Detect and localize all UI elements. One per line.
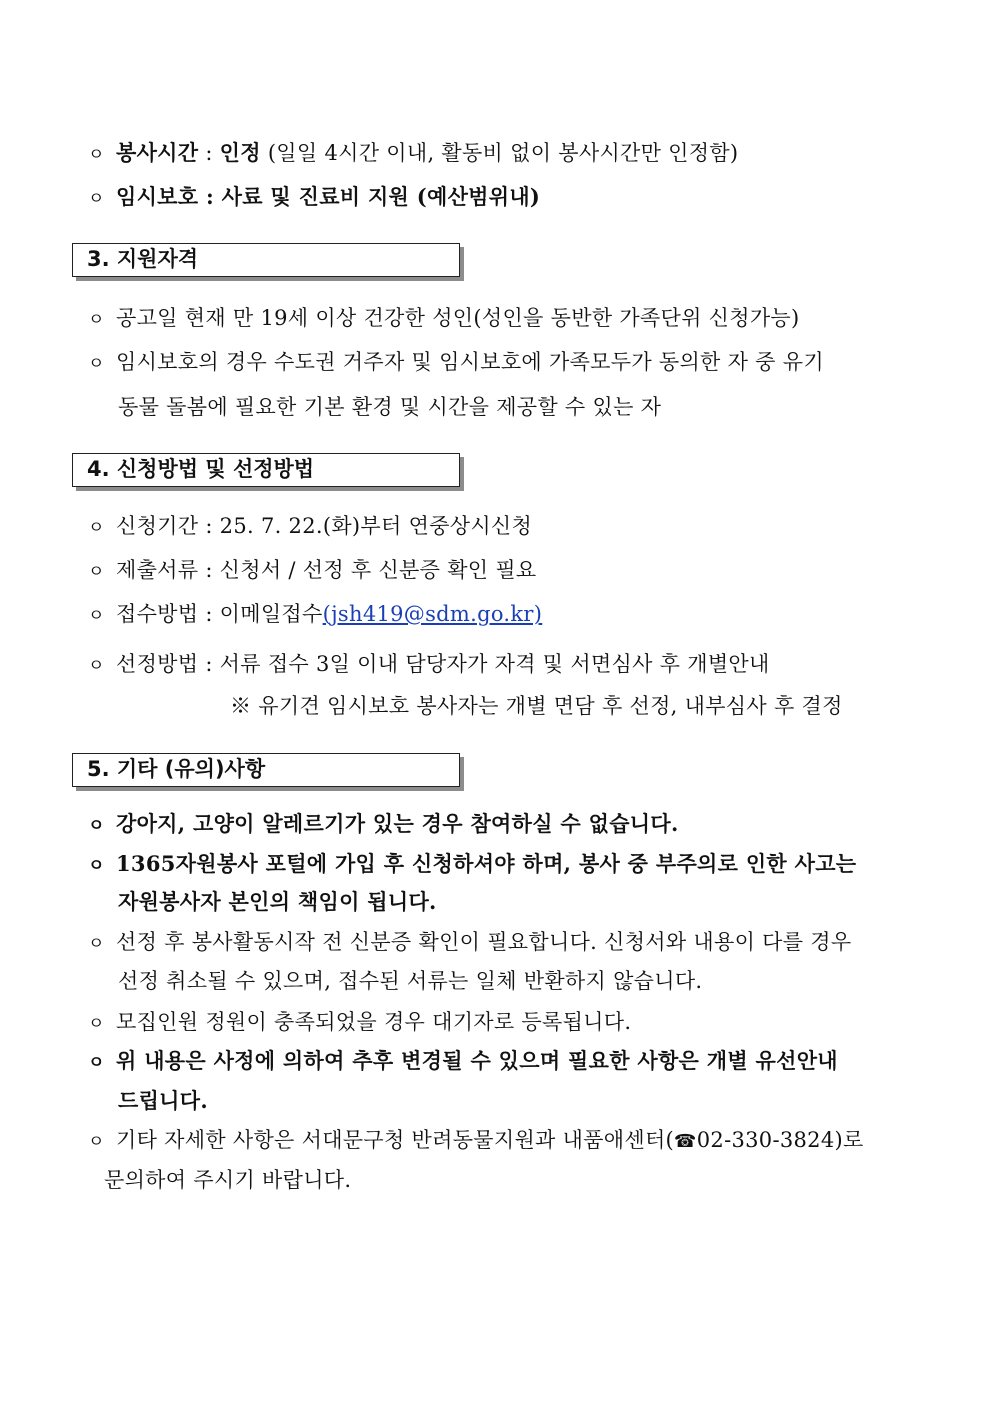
- list-item-text: 모집인원 정원이 충족되었을 경우 대기자로 등록됩니다.: [116, 1010, 632, 1034]
- list-item-continuation: 드립니다.: [118, 1088, 208, 1113]
- item-temporary-care: [88, 183, 928, 213]
- list-item: [88, 1008, 928, 1038]
- bullet-icon: ㅇ: [88, 816, 105, 836]
- list-item: [88, 512, 928, 542]
- list-item-text: 1365자원봉사 포털에 가입 후 신청하셔야 하며, 봉사 중 부주의로 인한 사고는: [116, 851, 857, 876]
- bullet-icon: ㅇ: [88, 1053, 105, 1073]
- bullet-icon: ㅇ: [88, 1014, 105, 1034]
- list-item-note: ※ 유기견 임시보호 봉사자는 개별 면담 후 선정, 내부심사 후 결정: [230, 694, 843, 718]
- bullet-icon: ㅇ: [88, 856, 105, 876]
- item-sep: :: [198, 184, 222, 209]
- list-item-continuation: 동물 돌봄에 필요한 기본 환경 및 시간을 제공할 수 있는 자: [118, 395, 662, 419]
- email-link[interactable]: (jsh419@sdm.go.kr): [322, 602, 543, 626]
- list-item-text: 제출서류 : 신청서 / 선정 후 신분증 확인 필요: [116, 558, 537, 582]
- list-item-text: 선정 후 봉사활동시작 전 신분증 확인이 필요합니다. 신청서와 내용이 다를 경우: [116, 930, 852, 954]
- list-item-text: 선정방법 : 서류 접수 3일 이내 담당자가 자격 및 서면심사 후 개별안내: [116, 652, 770, 676]
- item-value: (일일 4시간 이내, 활동비 없이 봉사시간만 인정함): [260, 141, 739, 165]
- item-label: 봉사시간: [116, 140, 199, 165]
- list-item: [88, 810, 928, 840]
- list-item: [88, 348, 928, 378]
- bullet-icon: ㅇ: [88, 1132, 105, 1152]
- list-item-text: 기타 자세한 사항은 서대문구청 반려동물지원과 내품애센터(: [116, 1128, 675, 1152]
- list-item-text: 임시보호의 경우 수도권 거주자 및 임시보호에 가족모두가 동의한 자 중 유기: [116, 350, 824, 374]
- phone-icon: ☎: [674, 1131, 697, 1152]
- section-title-notes: 5. 기타 (유의)사항: [72, 753, 460, 787]
- item-value-bold: 사료 및 진료비 지원 (예산범위내): [221, 184, 541, 209]
- bullet-icon: ㅇ: [88, 189, 105, 209]
- list-item: [88, 928, 928, 958]
- list-item: [88, 850, 928, 880]
- list-item-continuation: 자원봉사자 본인의 책임이 됩니다.: [118, 889, 437, 914]
- item-value-bold: 인정: [219, 140, 261, 165]
- list-item-continuation: 선정 취소될 수 있으며, 접수된 서류는 일체 반환하지 않습니다.: [118, 969, 703, 993]
- list-item: [88, 304, 928, 334]
- list-item-text: 접수방법 : 이메일접수: [116, 602, 323, 626]
- list-item: [88, 1047, 928, 1077]
- list-item: [88, 650, 928, 680]
- section-title-eligibility: 3. 지원자격: [72, 243, 460, 277]
- list-item-text: 공고일 현재 만 19세 이상 건강한 성인(성인을 동반한 가족단위 신청가능): [116, 306, 800, 330]
- bullet-icon: ㅇ: [88, 656, 105, 676]
- bullet-icon: ㅇ: [88, 518, 105, 538]
- bullet-icon: ㅇ: [88, 354, 105, 374]
- section-title-application: 4. 신청방법 및 선정방법: [72, 453, 460, 487]
- bullet-icon: ㅇ: [88, 934, 105, 954]
- list-item: [88, 556, 928, 586]
- list-item: [88, 1126, 928, 1156]
- list-item-text: 위 내용은 사정에 의하여 추후 변경될 수 있으며 필요한 사항은 개별 유선안내: [116, 1048, 838, 1073]
- bullet-icon: ㅇ: [88, 145, 105, 165]
- phone-number: 02-330-3824)로: [696, 1128, 864, 1152]
- item-volunteer-hours: [88, 139, 928, 169]
- item-label: 임시보호: [116, 184, 199, 209]
- list-item-continuation: 문의하여 주시기 바랍니다.: [104, 1168, 352, 1192]
- list-item-text: 강아지, 고양이 알레르기가 있는 경우 참여하실 수 없습니다.: [116, 811, 679, 836]
- bullet-icon: ㅇ: [88, 562, 105, 582]
- list-item-text: 신청기간 : 25. 7. 22.(화)부터 연중상시신청: [116, 514, 533, 538]
- bullet-icon: ㅇ: [88, 606, 105, 626]
- list-item: [88, 600, 928, 630]
- item-sep: :: [198, 141, 220, 165]
- bullet-icon: ㅇ: [88, 310, 105, 330]
